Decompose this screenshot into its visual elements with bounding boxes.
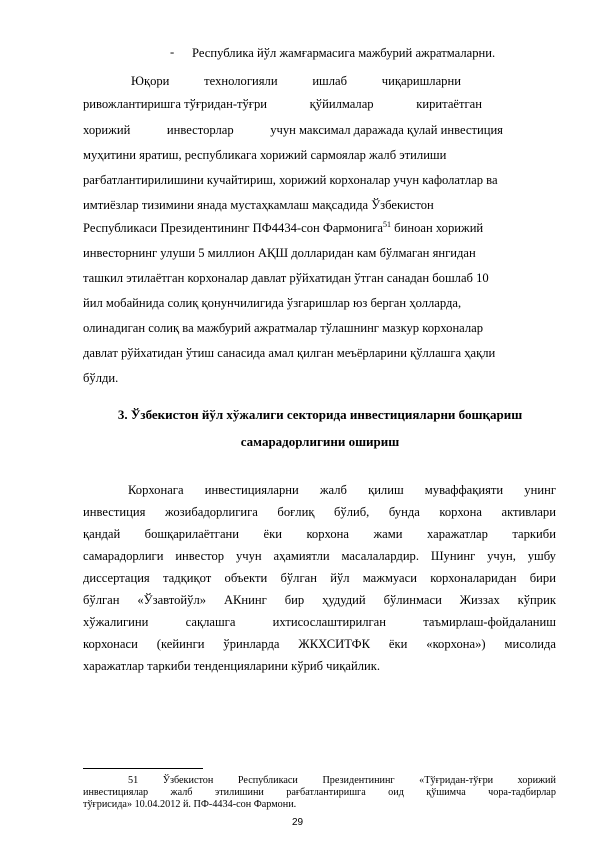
para2-line: корхонаси (кейинги ўринларда ЖКХСИТФК ёки «корхона») мисолида (83, 637, 556, 651)
para1-line: инвесторнинг улуши 5 миллион АҚШ долларидан кам бўлмаган янгидан (83, 246, 476, 260)
para1-line: йил мобайнида солиқ қонунчилигида ўзгаришлар юз берган ҳолларда, (83, 296, 462, 310)
para1-line: ташкил этилаётган корхоналар давлат рўйхатидан ўтган санадан бошлаб 10 (83, 271, 489, 285)
section-heading-line-1: 3. Ўзбекистон йўл хўжалиги секторида инвестицияларни бошқариш (117, 407, 523, 422)
section-heading-line-2: самарадорлигини ошириш (240, 434, 400, 449)
para2-line: диссертация тадқиқот объекти бўлган йўл мажмуаси корхоналаридан бири (83, 571, 556, 585)
bullet-item: Республика йўл жамғармасига мажбурий ажратмаларни. (192, 46, 496, 60)
para2-line: қандай бошқарилаётгани ёки корхона жами харажатлар таркиби (83, 527, 556, 541)
paragraph-2 (83, 482, 556, 680)
para2-line: инвестиция жозибадорлигига боғлиқ бўлиб, бунда корхона активлари (83, 505, 556, 519)
para1-line: Юқори технологияли ишлаб чиқаришларни (131, 74, 461, 88)
para2-line: Корхонага инвестицияларни жалб қилиш муваффақияти унинг (128, 483, 556, 497)
para1-line: давлат рўйхатидан ўтиш санасида амал қилган меъёрларини қўллашга ҳақли (83, 346, 496, 360)
para2-line: бўлган «Ўзавтойўл» АКнинг бир ҳудудий бўлинмаси Жиззах кўприк (83, 593, 556, 607)
para1-line: Республикаси Президентининг ПФ4434-сон Фармонига$^{51}$ биноан хорижий (83, 219, 484, 235)
page-number: 29 (291, 817, 304, 828)
para1-line: имтиёзлар тизимини янада мустаҳкамлаш мақсадида Ўзбекистон (83, 198, 434, 212)
para1-line: бўлди. (83, 371, 119, 385)
para2-line: харажатлар таркиби тенденцияларини кўриб чиқайлик. (83, 659, 380, 673)
footnote-line: тўғрисида» 10.04.2012 й. ПФ-4434-сон Фармони. (83, 799, 297, 810)
footnote-line: 51 Ўзбекистон Республикаси Президентининг «Тўғридан-тўғри хорижий (128, 775, 556, 786)
para1-line: ривожлантиришга тўғридан-тўғри қўйилмалар киритаётган (83, 97, 482, 111)
footnote (83, 775, 556, 811)
footnote-line: инвестициялар жалб этилишини рағбатлантиришга оид қўшимча чора-тадбирлар (83, 787, 556, 798)
para1-line: олинадиган солиқ ва мажбурий ажратмалар тўлашнинг мазкур корхоналар (83, 321, 484, 335)
para1-line: рағбатлантирилишини кучайтириш, хорижий корхоналар учун кафолатлар ва (83, 173, 498, 187)
footnote-separator (83, 768, 203, 769)
para1-line: хорижий инвесторлар учун максимал даражада қулай инвестиция (83, 123, 503, 137)
bullet-dash: - (170, 45, 175, 59)
para2-line: хўжалигини сақлашга ихтисослаштирилган таъмирлаш-фойдаланиш (83, 615, 556, 629)
footnote-ref: 51 (383, 219, 392, 229)
para1-line: муҳитини яратиш, республикага хорижий сармоялар жалб этилиши (83, 148, 447, 162)
para2-line: самарадорлиги инвестор учун аҳамиятли масалалардир. Шунинг учун, ушбу (83, 549, 556, 563)
